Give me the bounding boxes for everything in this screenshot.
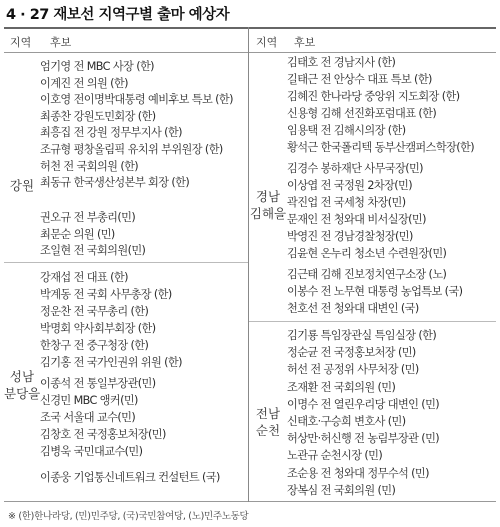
candidate-entry: 김기룡 특임장관실 특임실장 (한) <box>287 329 437 342</box>
candidate-entry: 박명회 약사회부회장 (한) <box>40 322 156 335</box>
candidate-entry: 노관규 순천시장 (민) <box>287 449 383 463</box>
candidate-entry: 최종찬 강원도민회장 (한) <box>40 109 156 123</box>
candidate-entry: 김근태 김해 진보정치연구소장 (노) <box>287 268 447 281</box>
region-name: 경남 <box>255 189 281 204</box>
candidate-entry: 천호선 전 청와대 대변인 (국) <box>287 302 419 315</box>
candidate-entry: 이상엽 전 국정원 2차장(민) <box>287 179 412 192</box>
candidate-entry: 길태근 전 안상수 대표 특보 (한) <box>287 73 432 86</box>
candidate-entry: 임용택 전 김해시의장 (한) <box>287 124 406 137</box>
region-label-gangwon <box>4 177 40 194</box>
candidate-entry: 최흥집 전 강원 정무부지사 (한) <box>40 126 182 140</box>
candidate-entry: 황석근 한국폴리텍 동부산캠퍼스학장(한) <box>287 141 474 154</box>
right-column <box>249 27 496 502</box>
party-legend-footnote: ※ (한)한나라당, (민)민주당, (국)국민참여당, (노)민주노동당 <box>8 511 249 522</box>
candidate-entry: 정순균 전 국정홍보처장 (민) <box>287 346 416 360</box>
candidate-entry: 신경민 MBC 앵커(민) <box>40 394 138 407</box>
group-separator <box>249 321 496 322</box>
candidate-entry: 김병욱 국민대교수(민) <box>40 445 143 458</box>
candidate-entry: 정운찬 전 국무총리 (한) <box>40 305 149 318</box>
region-name: 분당을 <box>4 386 41 401</box>
candidate-entry: 신용형 김해 선진화포럼대표 (한) <box>287 107 437 120</box>
candidate-entry: 한창구 전 중구청장 (한) <box>40 339 149 352</box>
candidate-entry: 강재섭 전 대표 (한) <box>40 271 128 284</box>
candidate-entry: 조순용 전 청와대 정무수석 (민) <box>287 466 429 480</box>
right-region-header: 지역 <box>256 36 278 49</box>
candidate-entry: 이명수 전 열린우리당 대변인 (민) <box>287 397 440 411</box>
left-column <box>4 27 248 502</box>
candidate-entry: 김혜진 한나라당 중앙위 지도회장 (한) <box>287 90 460 103</box>
candidate-entry: 김태호 전 경남지사 (한) <box>287 56 396 69</box>
right-candidate-header: 후보 <box>294 36 316 49</box>
candidate-entry: 곽진업 전 국세청 차장(민) <box>287 196 406 209</box>
candidate-entry: 허상만·허신행 전 농림부장관 (민) <box>287 432 440 446</box>
left-candidate-header: 후보 <box>50 36 72 49</box>
candidate-entry: 이종웅 기업통신네트워크 컨설턴트 (국) <box>40 471 220 484</box>
group-separator <box>4 262 248 263</box>
candidate-entry: 이호영 전이명박대통령 예비후보 특보 (한) <box>40 93 233 107</box>
candidate-entry: 박계동 전 국회 사무총장 (한) <box>40 288 172 301</box>
left-region-header: 지역 <box>10 36 32 49</box>
candidate-entry: 이종석 전 통일부장관(민) <box>40 377 156 390</box>
candidate-entry: 권오규 전 부총리(민) <box>40 211 136 224</box>
candidate-entry: 이계진 전 의원 (한) <box>40 76 128 90</box>
candidate-entry: 김윤현 온누리 청소년 수련원장(민) <box>287 247 447 260</box>
region-name: 순천 <box>255 423 281 438</box>
candidate-entry: 조규형 평창올림픽 유치위 부위원장 (한) <box>40 143 223 156</box>
candidate-entry: 김창호 전 국정홍보처장(민) <box>40 428 166 441</box>
candidate-entry: 장복심 전 국회의원 (민) <box>287 483 396 497</box>
candidate-entry: 최문순 의원 (민) <box>40 227 115 241</box>
region-name: 성남 <box>9 369 35 384</box>
region-name: 강원 <box>9 178 35 193</box>
candidate-entry: 조일현 전 국회의원(민) <box>40 244 146 258</box>
region-label-seongnam-bundang <box>4 368 40 402</box>
candidate-entry: 신태호·구승희 변호사 (민) <box>287 415 406 428</box>
page-title: 4 · 27 재보선 지역구별 출마 예상자 <box>6 7 230 23</box>
region-name: 전남 <box>255 406 281 421</box>
candidate-entry: 김경수 봉하재단 사무국장(민) <box>287 162 423 175</box>
candidate-entry: 박영진 전 경남경찰청장(민) <box>287 230 413 243</box>
region-name: 김해을 <box>249 206 287 221</box>
candidates-table <box>4 27 496 502</box>
candidate-entry: 김기홍 전 국가인권위 위원 (한) <box>40 356 182 369</box>
candidate-entry: 이봉수 전 노무현 대통령 농업특보 (국) <box>287 285 463 298</box>
candidate-entry: 최동규 한국생산성본부 회장 (한) <box>40 176 190 190</box>
candidate-entry: 엄기영 전 MBC 사장 (한) <box>40 60 154 73</box>
candidate-entry: 허천 전 국회의원 (한) <box>40 159 139 173</box>
candidate-entry: 허선 전 공정위 사무처장 (민) <box>287 363 419 377</box>
region-label-gyeongnam-gimhae <box>249 188 287 222</box>
candidate-entry: 조국 서울대 교수(민) <box>40 411 136 424</box>
candidate-entry: 문재인 전 청와대 비서실장(민) <box>287 213 426 226</box>
region-label-jeonnam-suncheon <box>249 405 287 439</box>
candidate-entry: 조재환 전 국회의원 (민) <box>287 380 396 394</box>
